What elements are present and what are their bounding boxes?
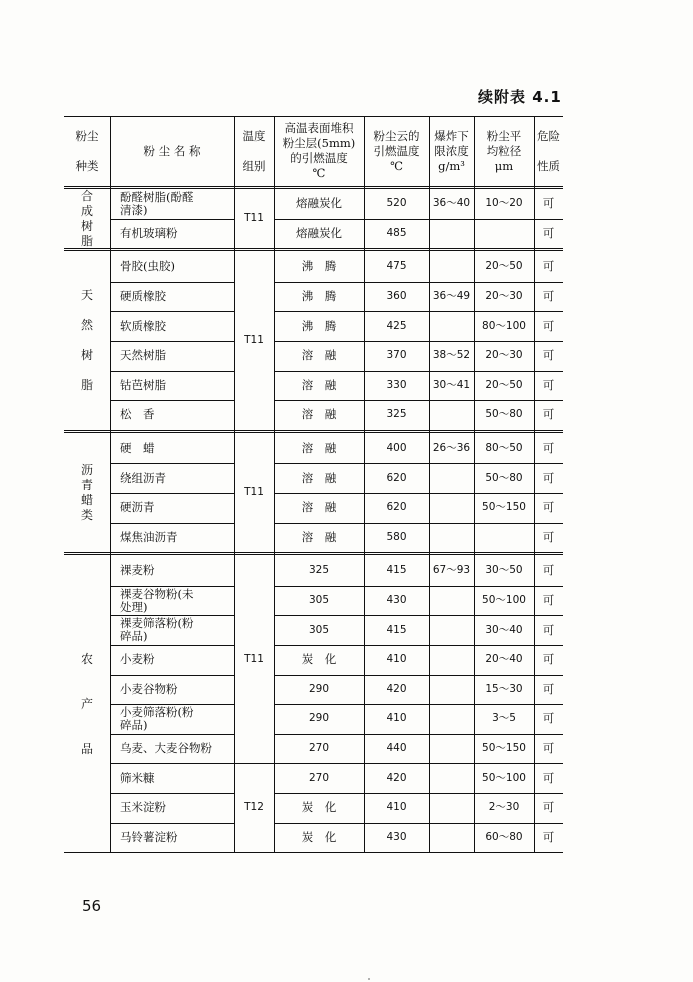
- row-explosion-limit: [429, 645, 474, 675]
- row-name: 硬 蜡: [120, 441, 155, 456]
- temp-group-cell: T11: [244, 653, 264, 666]
- row-layer-ignition: 沸 腾: [301, 318, 337, 333]
- row-hazard: 可: [542, 829, 555, 844]
- row-explosion-limit: [429, 586, 474, 616]
- row-explosion-limit: [429, 219, 474, 249]
- row-layer-ignition: 溶 融: [301, 441, 337, 456]
- row-cloud-ignition: 415: [386, 623, 407, 636]
- row-cloud-ignition: 475: [386, 260, 407, 273]
- row-name: 硬沥青: [120, 500, 155, 515]
- page-number: 56: [82, 897, 102, 915]
- row-explosion-limit: 30～41: [432, 378, 471, 391]
- row-cloud-ignition: 425: [386, 319, 407, 332]
- row-hazard: 可: [542, 741, 555, 756]
- row-layer-ignition: 290: [308, 682, 330, 695]
- row-name: 马铃薯淀粉: [120, 829, 178, 844]
- row-explosion-limit: [429, 400, 474, 430]
- row-explosion-limit: [429, 793, 474, 823]
- row-cloud-ignition: 420: [386, 682, 407, 695]
- group-rule-double: [64, 250, 563, 251]
- row-explosion-limit: 38～52: [432, 349, 471, 362]
- row-cloud-ignition: 620: [386, 501, 407, 514]
- row-cloud-ignition: 430: [386, 830, 407, 843]
- temp-group-cell: T11: [244, 212, 264, 225]
- temp-group-cell: T11: [244, 486, 264, 499]
- group-rule: [64, 430, 563, 431]
- row-particle-size: 80～100: [482, 319, 526, 332]
- row-name: 骨胶(虫胶): [120, 259, 175, 274]
- row-cloud-ignition: 410: [386, 653, 407, 666]
- row-hazard: 可: [542, 529, 555, 544]
- row-hazard: 可: [542, 407, 555, 422]
- category-cell: 合 成 树 脂: [80, 188, 93, 248]
- row-explosion-limit: [429, 704, 474, 734]
- row-cloud-ignition: 620: [386, 471, 407, 484]
- row-name: 裸麦粉: [120, 563, 155, 578]
- category-cell: 天 然 树 脂: [80, 288, 93, 393]
- row-explosion-limit: 26～36: [432, 442, 471, 455]
- row-layer-ignition: 沸 腾: [301, 259, 337, 274]
- row-cloud-ignition: 410: [386, 712, 407, 725]
- row-layer-ignition: 熔融炭化: [296, 225, 342, 240]
- row-explosion-limit: [429, 823, 474, 853]
- row-name: 小麦谷物粉: [120, 681, 178, 696]
- row-particle-size: 3～5: [492, 712, 516, 725]
- row-cloud-ignition: 485: [386, 226, 407, 239]
- row-layer-ignition: 溶 融: [301, 348, 337, 363]
- row-hazard: 可: [542, 225, 555, 240]
- row-particle-size: 50～80: [485, 408, 523, 421]
- temp-group-cell: T12: [244, 801, 264, 814]
- row-particle-size: 50～100: [482, 594, 526, 607]
- row-hazard: 可: [542, 622, 555, 637]
- row-particle-size: 20～30: [485, 290, 523, 303]
- row-layer-ignition: 熔融炭化: [296, 196, 342, 211]
- row-particle-size: 30～50: [485, 564, 523, 577]
- header-hazard: 危险 性质: [537, 128, 560, 173]
- row-cloud-ignition: 400: [386, 442, 407, 455]
- column-rule: [364, 116, 365, 852]
- column-rule: [474, 116, 475, 852]
- row-name: 小麦筛落粉(粉 碎品): [120, 704, 194, 732]
- row-layer-ignition: 炭 化: [301, 800, 337, 815]
- row-explosion-limit: 36～40: [432, 197, 471, 210]
- row-cloud-ignition: 360: [386, 290, 407, 303]
- header-cloud_ignition: 粉尘云的 引燃温度 ℃: [373, 128, 420, 173]
- row-layer-ignition: 沸 腾: [301, 289, 337, 304]
- row-name: 软质橡胶: [120, 318, 166, 333]
- dust-properties-table: [64, 116, 563, 864]
- temp-group-cell: T11: [244, 334, 264, 347]
- row-layer-ignition: 炭 化: [301, 829, 337, 844]
- row-hazard: 可: [542, 348, 555, 363]
- header-name: 粉 尘 名 称: [143, 143, 201, 158]
- row-layer-ignition: 溶 融: [301, 407, 337, 422]
- row-layer-ignition: 270: [308, 771, 330, 784]
- row-name: 酚醛树脂(酚醛 清漆): [120, 189, 194, 217]
- row-cloud-ignition: 430: [386, 594, 407, 607]
- row-name: 天然树脂: [120, 348, 166, 363]
- row-cloud-ignition: 415: [386, 564, 407, 577]
- row-explosion-limit: [429, 311, 474, 341]
- top-rule: [64, 116, 563, 117]
- row-cloud-ignition: 410: [386, 801, 407, 814]
- row-layer-ignition: 270: [308, 742, 330, 755]
- row-particle-size: 50～150: [482, 501, 526, 514]
- row-hazard: 可: [542, 441, 555, 456]
- row-hazard: 可: [542, 563, 555, 578]
- row-name: 裸麦筛落粉(粉 碎品): [120, 616, 194, 644]
- row-hazard: 可: [542, 770, 555, 785]
- row-cloud-ignition: 330: [386, 378, 407, 391]
- row-explosion-limit: [429, 493, 474, 523]
- row-hazard: 可: [542, 196, 555, 211]
- row-layer-ignition: 溶 融: [301, 377, 337, 392]
- row-name: 有机玻璃粉: [120, 225, 178, 240]
- row-name: 小麦粉: [120, 652, 155, 667]
- row-particle-size: 10～20: [485, 197, 523, 210]
- row-particle-size: 50～150: [482, 742, 526, 755]
- row-name: 玉米淀粉: [120, 800, 166, 815]
- row-layer-ignition: 溶 融: [301, 500, 337, 515]
- row-hazard: 可: [542, 681, 555, 696]
- row-layer-ignition: 305: [308, 594, 330, 607]
- row-cloud-ignition: 325: [386, 408, 407, 421]
- header-explosion_limit: 爆炸下 限浓度 g/m³: [434, 128, 469, 173]
- row-particle-size: 15～30: [485, 682, 523, 695]
- column-rule: [534, 116, 535, 852]
- row-particle-size: 2～30: [488, 801, 520, 814]
- header-temp_group: 温度 组别: [242, 128, 266, 173]
- row-hazard: 可: [542, 318, 555, 333]
- row-name: 乌麦、大麦谷物粉: [120, 741, 212, 756]
- row-name: 钴芭树脂: [120, 377, 166, 392]
- row-hazard: 可: [542, 289, 555, 304]
- row-hazard: 可: [542, 800, 555, 815]
- column-rule: [234, 116, 235, 852]
- category-cell: 沥 青 蜡 类: [80, 462, 93, 522]
- row-particle-size: [474, 523, 534, 553]
- group-rule-double: [64, 432, 563, 433]
- row-layer-ignition: 290: [308, 712, 330, 725]
- header-particle_size: 粉尘平 均粒径 μm: [486, 128, 522, 173]
- row-name: 筛米糠: [120, 770, 155, 785]
- group-rule: [64, 852, 563, 853]
- row-layer-ignition: 溶 融: [301, 470, 337, 485]
- row-explosion-limit: [429, 615, 474, 645]
- row-particle-size: 20～50: [485, 378, 523, 391]
- row-hazard: 可: [542, 652, 555, 667]
- row-particle-size: [474, 219, 534, 249]
- row-explosion-limit: [429, 523, 474, 553]
- row-name: 硬质橡胶: [120, 289, 166, 304]
- header-rule: [64, 186, 563, 187]
- row-particle-size: 50～100: [482, 771, 526, 784]
- header-category: 粉尘 种类: [75, 128, 99, 173]
- row-layer-ignition: 炭 化: [301, 652, 337, 667]
- group-rule-double: [64, 554, 563, 555]
- row-name: 绕组沥青: [120, 470, 166, 485]
- row-particle-size: 20～40: [485, 653, 523, 666]
- row-hazard: 可: [542, 593, 555, 608]
- row-name: 裸麦谷物粉(未 处理): [120, 586, 194, 614]
- row-explosion-limit: 67～93: [432, 564, 471, 577]
- column-rule: [429, 116, 430, 852]
- header-layer_ignition: 高温表面堆积 粉尘层(5mm) 的引燃温度 ℃: [282, 121, 356, 180]
- row-explosion-limit: [429, 675, 474, 705]
- row-name: 煤焦油沥青: [120, 529, 178, 544]
- row-layer-ignition: 溶 融: [301, 529, 337, 544]
- table-caption: 续附表 4.1: [478, 88, 562, 106]
- row-layer-ignition: 325: [308, 564, 330, 577]
- row-hazard: 可: [542, 711, 555, 726]
- row-particle-size: 20～30: [485, 349, 523, 362]
- row-cloud-ignition: 370: [386, 349, 407, 362]
- row-explosion-limit: [429, 734, 474, 764]
- row-cloud-ignition: 440: [386, 742, 407, 755]
- row-hazard: 可: [542, 259, 555, 274]
- scan-speck: [368, 978, 370, 980]
- group-rule: [64, 248, 563, 249]
- row-cloud-ignition: 580: [386, 530, 407, 543]
- row-particle-size: 20～50: [485, 260, 523, 273]
- row-particle-size: 60～80: [485, 830, 523, 843]
- row-cloud-ignition: 420: [386, 771, 407, 784]
- row-name: 松 香: [120, 407, 155, 422]
- row-hazard: 可: [542, 500, 555, 515]
- row-particle-size: 30～40: [485, 623, 523, 636]
- row-explosion-limit: [429, 763, 474, 793]
- row-explosion-limit: 36～49: [432, 290, 471, 303]
- row-particle-size: 80～50: [485, 442, 523, 455]
- group-rule: [64, 552, 563, 553]
- row-hazard: 可: [542, 377, 555, 392]
- row-hazard: 可: [542, 470, 555, 485]
- row-explosion-limit: [429, 463, 474, 493]
- column-rule: [274, 116, 275, 852]
- category-cell: 农 产 品: [80, 651, 93, 756]
- row-particle-size: 50～80: [485, 471, 523, 484]
- row-cloud-ignition: 520: [386, 197, 407, 210]
- column-rule: [110, 116, 111, 852]
- row-explosion-limit: [429, 252, 474, 282]
- row-layer-ignition: 305: [308, 623, 330, 636]
